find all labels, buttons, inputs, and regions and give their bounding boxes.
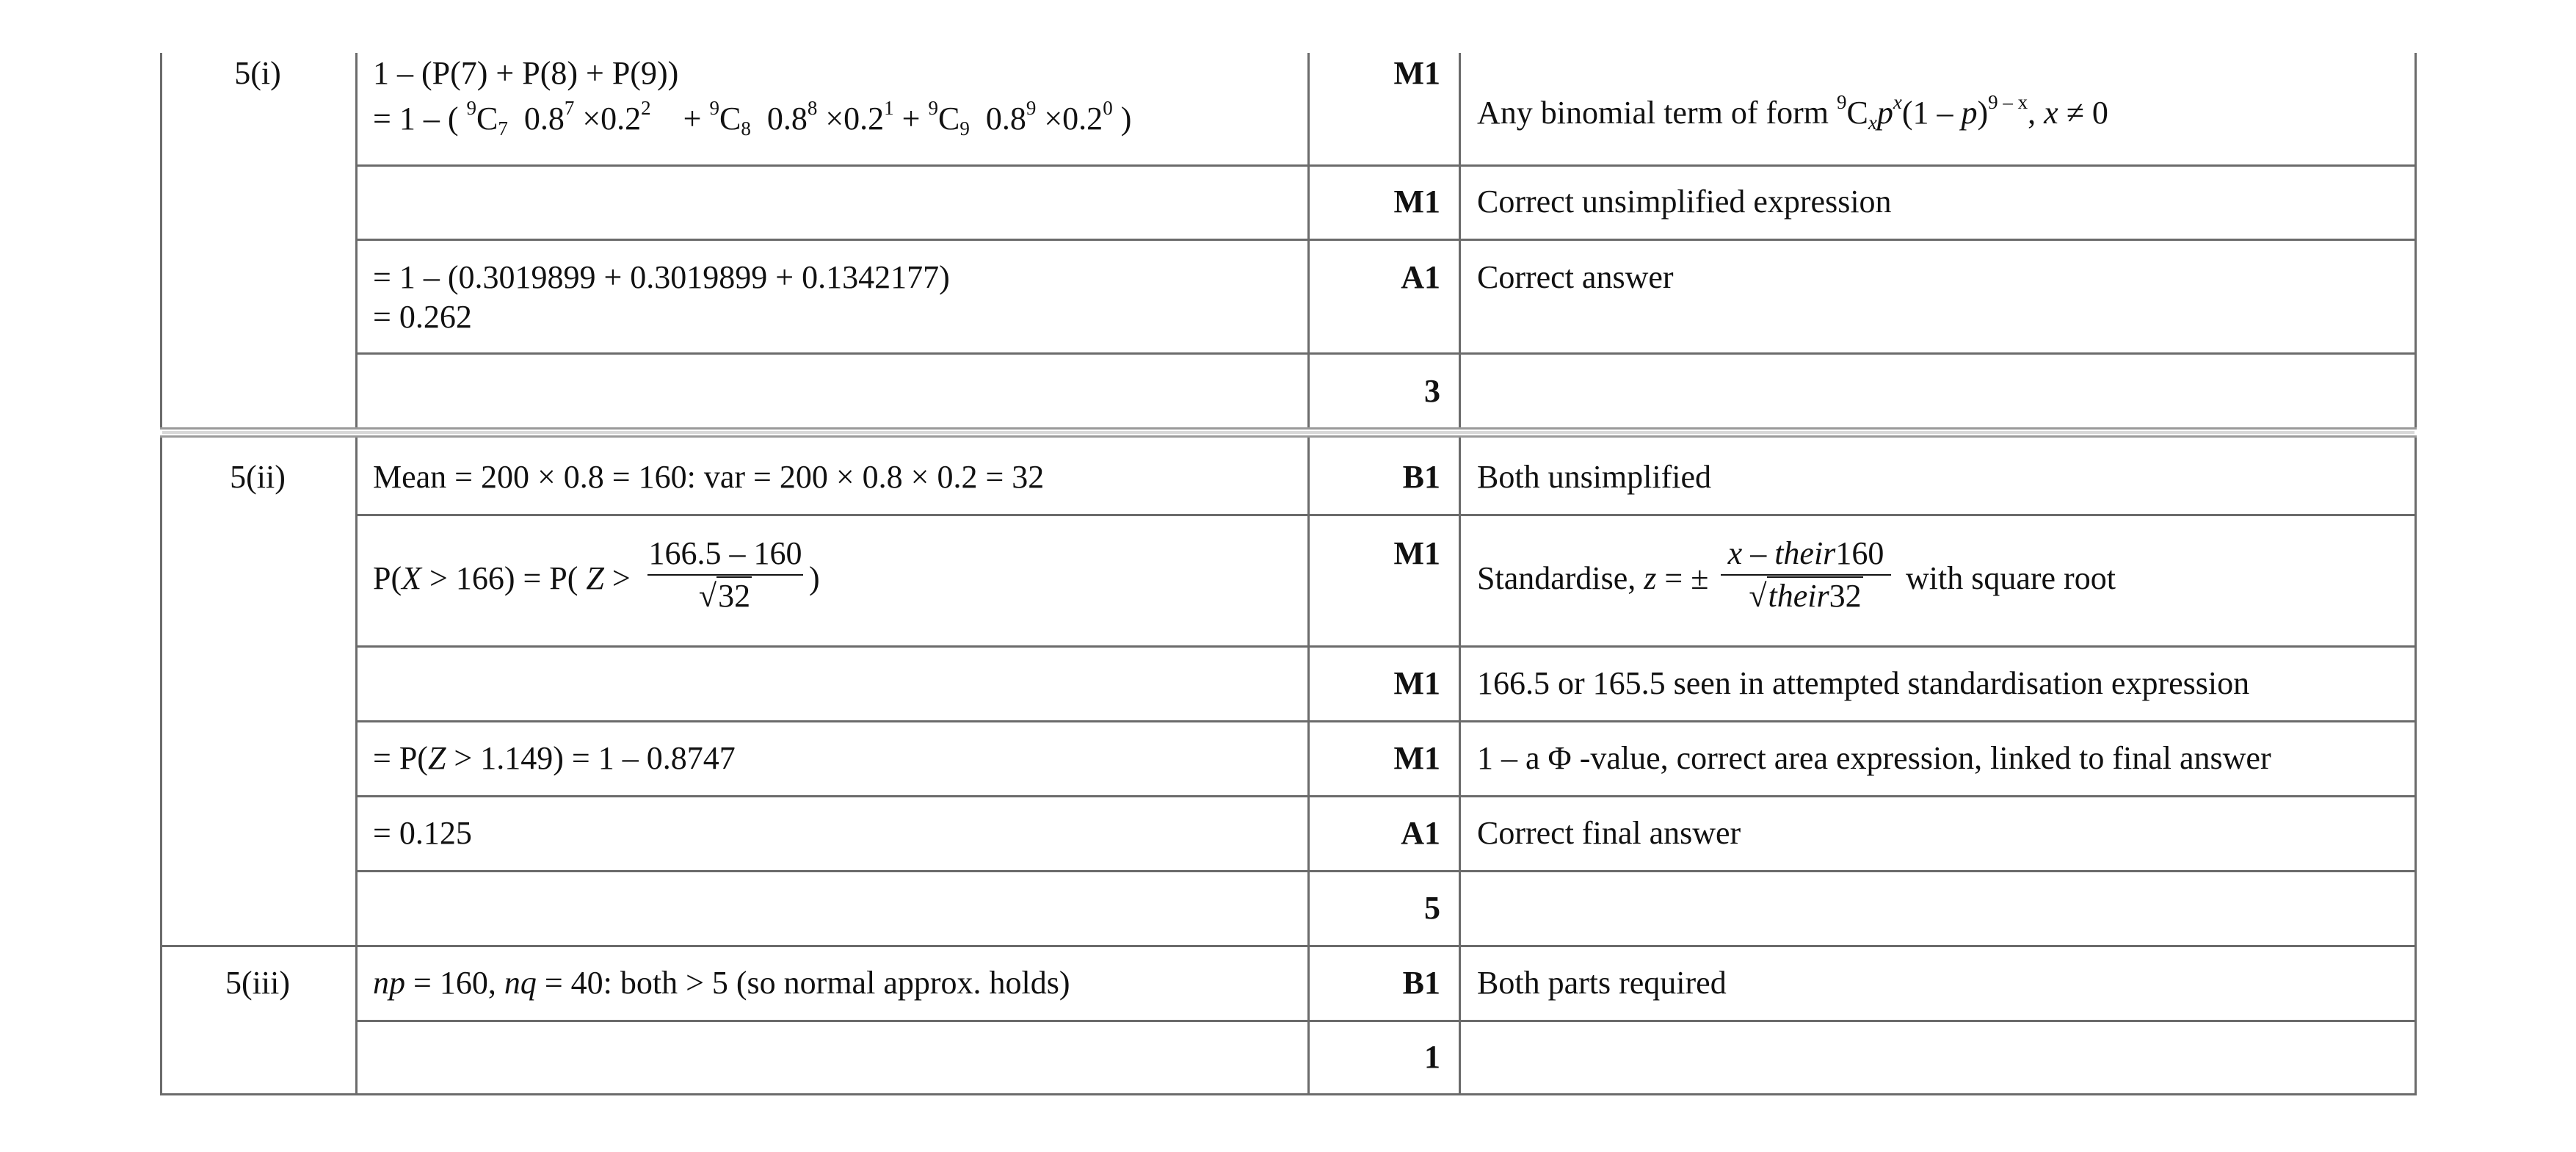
expr-plus: + bbox=[901, 101, 921, 137]
expr-sup: 2 bbox=[641, 97, 651, 119]
expr-sup: 9 – x bbox=[1988, 91, 2028, 113]
sqrt-icon: √ bbox=[698, 578, 717, 614]
expr-term: 160 bbox=[1835, 535, 1884, 571]
expr-term: 32 bbox=[1829, 578, 1862, 614]
fraction-bar bbox=[647, 574, 803, 576]
expr-sup: 7 bbox=[564, 97, 575, 119]
fraction-denominator bbox=[647, 577, 803, 615]
guidance-text: Correct final answer bbox=[1477, 815, 1741, 851]
expr-term: 0.8 bbox=[985, 101, 1026, 137]
total-marks: 1 bbox=[1424, 1039, 1440, 1075]
expr-combination: C bbox=[476, 101, 498, 137]
row-divider bbox=[355, 352, 2417, 355]
mark-code: B1 bbox=[1402, 965, 1440, 1001]
mark-code: B1 bbox=[1402, 459, 1440, 495]
mark-code: M1 bbox=[1393, 535, 1440, 571]
question-number: 5(ii) bbox=[230, 459, 286, 495]
guidance-binomial-term bbox=[1477, 91, 2108, 134]
total-marks: 5 bbox=[1424, 890, 1440, 926]
expr-term: > 1.149) = 1 – 0.8747 bbox=[446, 740, 736, 776]
expr-term: = ± bbox=[1656, 560, 1709, 596]
sqrt-radicand: 32 bbox=[718, 578, 751, 614]
row-divider bbox=[355, 1020, 2417, 1022]
expr-close: ) bbox=[1977, 95, 1989, 131]
expr-var: X bbox=[402, 560, 422, 596]
expr-sup: 0 bbox=[1103, 97, 1113, 119]
working-probability-prefix bbox=[373, 559, 631, 598]
fraction-numerator: 166.5 – 160 bbox=[648, 535, 802, 571]
expr-sup: 9 bbox=[466, 97, 476, 119]
expr-var: z bbox=[1644, 560, 1657, 596]
col-divider-marks bbox=[1459, 53, 1461, 1095]
expr-var: x bbox=[1727, 535, 1743, 571]
row-divider bbox=[355, 239, 2417, 241]
question-number: 5(iii) bbox=[225, 965, 290, 1001]
working-line: = 1 – (0.3019899 + 0.3019899 + 0.1342177) bbox=[373, 259, 950, 295]
working-line: = 0.125 bbox=[373, 815, 472, 851]
expr-term: , bbox=[2028, 95, 2045, 131]
expr-sup: 9 bbox=[928, 97, 938, 119]
expr-term: = 40: both > 5 (so normal approx. holds) bbox=[536, 965, 1070, 1001]
col-divider-question bbox=[355, 53, 358, 1095]
expr-var: p bbox=[1961, 95, 1978, 131]
expr-sup: 9 bbox=[1837, 91, 1847, 113]
expr-term: 0.8 bbox=[523, 101, 565, 137]
fraction-numerator bbox=[1721, 535, 1891, 573]
fraction-denominator bbox=[1721, 577, 1891, 615]
expr-sub: x bbox=[1868, 112, 1877, 134]
expr-sub: 7 bbox=[498, 117, 508, 140]
guidance-text: 1 – a Φ -value, correct area expression, linked to final answer bbox=[1477, 740, 2271, 776]
working-line: = 0.262 bbox=[373, 299, 472, 335]
expr-var: their bbox=[1774, 535, 1836, 571]
expr-close: ) bbox=[809, 560, 820, 596]
mark-code: M1 bbox=[1393, 740, 1440, 776]
mark-code: M1 bbox=[1393, 665, 1440, 701]
expr-term: > bbox=[603, 560, 631, 596]
expr-term: (1 – bbox=[1901, 95, 1962, 131]
expr-term: > 166) = P( bbox=[421, 560, 587, 596]
expr-prefix: = 1 – ( bbox=[373, 101, 459, 137]
question-number: 5(i) bbox=[234, 55, 281, 91]
table-bottom-border bbox=[160, 1093, 2417, 1095]
row-divider bbox=[355, 514, 2417, 516]
row-divider bbox=[355, 164, 2417, 167]
expr-var: np bbox=[373, 965, 405, 1001]
row-divider bbox=[355, 870, 2417, 872]
expr-term: = P( bbox=[373, 740, 428, 776]
expr-sup: 9 bbox=[709, 97, 719, 119]
expr-var: Z bbox=[586, 560, 604, 596]
expr-term: P( bbox=[373, 560, 402, 596]
guidance-text: with square root bbox=[1906, 560, 2116, 596]
expr-sup: 8 bbox=[807, 97, 818, 119]
expr-term: ×0.2 bbox=[582, 101, 642, 137]
working-line bbox=[373, 739, 736, 778]
expr-combination: C bbox=[938, 101, 960, 137]
working-line-binomial-sum bbox=[373, 97, 1132, 140]
row-divider bbox=[355, 795, 2417, 797]
expr-combination: C bbox=[719, 101, 741, 137]
guidance-standardise bbox=[1477, 559, 1708, 598]
expr-sub: 9 bbox=[959, 117, 970, 140]
fraction-bar bbox=[1721, 574, 1891, 576]
expr-term: ×0.2 bbox=[825, 101, 885, 137]
row-divider bbox=[355, 720, 2417, 722]
expr-term: ×0.2 bbox=[1044, 101, 1103, 137]
expr-term: = 160, bbox=[405, 965, 504, 1001]
expr-sub: 8 bbox=[741, 117, 751, 140]
guidance-text: 166.5 or 165.5 seen in attempted standardisation expression bbox=[1477, 665, 2250, 701]
expr-sup: x bbox=[1893, 91, 1902, 113]
expr-sup: 1 bbox=[884, 97, 894, 119]
standardisation-fraction bbox=[647, 535, 803, 615]
expr-var: their bbox=[1768, 578, 1829, 614]
table-right-border bbox=[2414, 53, 2417, 1095]
sqrt-icon: √ bbox=[1749, 578, 1767, 614]
mark-code: A1 bbox=[1401, 815, 1440, 851]
expr-term: ≠ 0 bbox=[2058, 95, 2108, 131]
guidance-text: Correct unsimplified expression bbox=[1477, 184, 1892, 220]
working-line bbox=[373, 964, 1070, 1002]
expr-term: 0.8 bbox=[766, 101, 808, 137]
mark-code: A1 bbox=[1401, 259, 1440, 295]
expr-var: p bbox=[1876, 95, 1893, 131]
table-left-border bbox=[160, 53, 162, 1095]
expr-sup: 9 bbox=[1026, 97, 1037, 119]
guidance-text: Correct answer bbox=[1477, 259, 1674, 295]
working-line: Mean = 200 × 0.8 = 160: var = 200 × 0.8 × 0.2 = 32 bbox=[373, 459, 1045, 495]
section-separator-fill bbox=[162, 431, 2414, 434]
expr-close: ) bbox=[1120, 101, 1132, 137]
expr-term: – bbox=[1742, 535, 1775, 571]
sqrt-radicand bbox=[1767, 576, 1863, 614]
mark-code: M1 bbox=[1393, 184, 1440, 220]
expr-combination: C bbox=[1846, 95, 1868, 131]
mark-code: M1 bbox=[1393, 55, 1440, 91]
expr-var: nq bbox=[504, 965, 537, 1001]
guidance-text: Both parts required bbox=[1477, 965, 1727, 1001]
expr-var: Z bbox=[427, 740, 446, 776]
guidance-text: Standardise, bbox=[1477, 560, 1644, 596]
expr-var: x bbox=[2044, 95, 2058, 131]
total-marks: 3 bbox=[1424, 373, 1440, 409]
row-divider bbox=[355, 645, 2417, 648]
guidance-fraction bbox=[1721, 535, 1891, 615]
expr-plus: + bbox=[683, 101, 702, 137]
working-line: 1 – (P(7) + P(8) + P(9)) bbox=[373, 55, 679, 91]
guidance-text: Any binomial term of form bbox=[1477, 95, 1837, 131]
section-divider bbox=[160, 945, 2417, 947]
guidance-text: Both unsimplified bbox=[1477, 459, 1711, 495]
